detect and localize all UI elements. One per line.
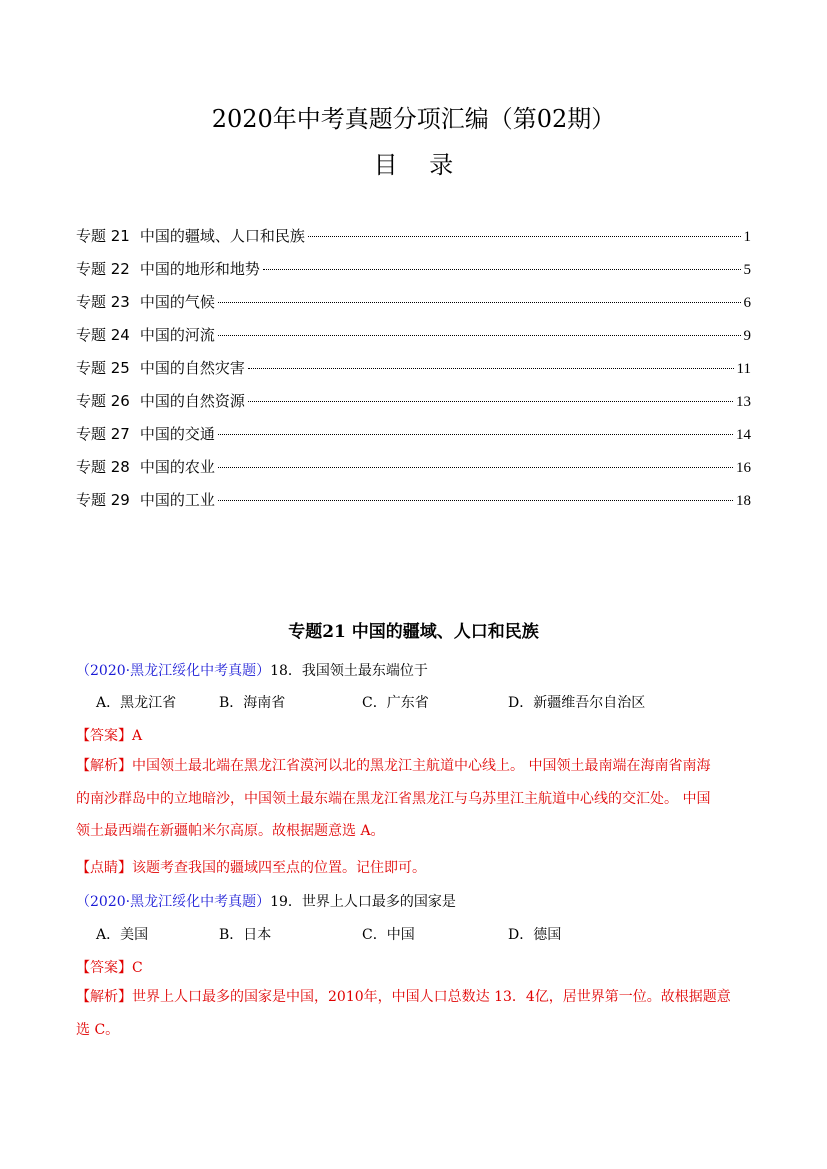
toc-leader [218, 302, 741, 303]
toc-leader [218, 500, 733, 501]
toc-leader [218, 467, 733, 468]
question-source: （2020·黑龙江绥化中考真题） [76, 894, 271, 910]
toc-title: 中国的农业 [139, 458, 215, 476]
toc-title: 中国的自然资源 [139, 392, 245, 410]
option-b: B．海南省 [219, 695, 286, 711]
toc-entry[interactable] [76, 489, 751, 522]
answer: 【答案】C [76, 960, 143, 976]
toc-label: 专题 22 [76, 260, 130, 278]
toc-page-number: 11 [736, 361, 751, 377]
analysis-line: 【解析】中国领土最北端在黑龙江省漠河以北的黑龙江主航道中心线上。 中国领土最南端在海南省南海 [76, 758, 711, 774]
toc-entry[interactable] [76, 357, 751, 390]
toc-label: 专题 21 [76, 227, 130, 245]
analysis-line: 选 C。 [76, 1021, 120, 1038]
document-title: 2020年中考真题分项汇编（第02期） [211, 105, 616, 133]
toc-leader [218, 434, 733, 435]
toc-page-number: 18 [736, 493, 751, 509]
tip: 【点睛】该题考查我国的疆域四至点的位置。记住即可。 [76, 860, 426, 876]
analysis [76, 750, 752, 848]
option-d: D．德国 [508, 927, 562, 943]
toc-page-number: 1 [743, 229, 751, 245]
toc-page-number: 14 [736, 427, 751, 443]
question-18 [76, 660, 428, 680]
question-source: （2020·黑龙江绥化中考真题） [76, 663, 271, 679]
toc-title: 中国的气候 [139, 293, 215, 311]
toc-page-number: 6 [743, 295, 751, 311]
toc-label: 专题 25 [76, 359, 130, 377]
toc-page-number: 9 [743, 328, 751, 344]
toc-label: 专题 23 [76, 293, 130, 311]
question-19 [76, 891, 456, 911]
question-stem: 18．我国领土最东端位于 [270, 663, 428, 679]
toc-leader [248, 368, 734, 369]
option-c: C．广东省 [362, 695, 429, 711]
toc-entry[interactable] [76, 225, 751, 258]
toc-page-number: 16 [736, 460, 751, 476]
toc-heading: 目 录 [373, 151, 466, 179]
toc-page-number: 5 [743, 262, 751, 278]
toc-entry[interactable] [76, 291, 751, 324]
analysis-line: 的南沙群岛中的立地暗沙，中国领土最东端在黑龙江省黑龙江与乌苏里江主航道中心线的交汇处。 中国 [76, 790, 711, 807]
toc-label: 专题 29 [76, 491, 130, 509]
analysis-line: 【解析】世界上人口最多的国家是中国，2010年，中国人口总数达 13．4亿，居世界第一位。故根据题意 [76, 989, 731, 1005]
toc-leader [218, 335, 741, 336]
option-a: A．美国 [96, 927, 149, 943]
question-stem: 19．世界上人口最多的国家是 [270, 894, 456, 910]
toc-title: 中国的河流 [139, 326, 215, 344]
option-d: D．新疆维吾尔自治区 [508, 695, 646, 711]
toc-leader [308, 236, 741, 237]
toc-label: 专题 28 [76, 458, 130, 476]
answer: 【答案】A [76, 728, 143, 744]
option-c: C．中国 [362, 927, 415, 943]
toc-title: 中国的地形和地势 [139, 260, 260, 278]
analysis-line: 领土最西端在新疆帕米尔高原。故根据题意选 A。 [76, 823, 385, 839]
toc-entry[interactable] [76, 456, 751, 489]
option-b: B．日本 [219, 927, 272, 943]
toc-title: 中国的工业 [139, 491, 215, 509]
toc-entry[interactable] [76, 390, 751, 423]
toc-leader [248, 401, 733, 402]
table-of-contents [76, 225, 751, 522]
toc-entry[interactable] [76, 258, 751, 291]
toc-entry[interactable] [76, 324, 751, 357]
option-a: A．黑龙江省 [96, 695, 177, 711]
toc-title: 中国的自然灾害 [139, 359, 245, 377]
toc-label: 专题 27 [76, 425, 130, 443]
toc-page-number: 13 [736, 394, 751, 410]
toc-label: 专题 26 [76, 392, 130, 410]
section-heading: 专题21 中国的疆域、人口和民族 [288, 622, 539, 642]
toc-entry[interactable] [76, 423, 751, 456]
toc-title: 中国的疆域、人口和民族 [139, 227, 305, 245]
toc-title: 中国的交通 [139, 425, 215, 443]
toc-leader [263, 269, 741, 270]
analysis [76, 981, 752, 1046]
toc-label: 专题 24 [76, 326, 130, 344]
